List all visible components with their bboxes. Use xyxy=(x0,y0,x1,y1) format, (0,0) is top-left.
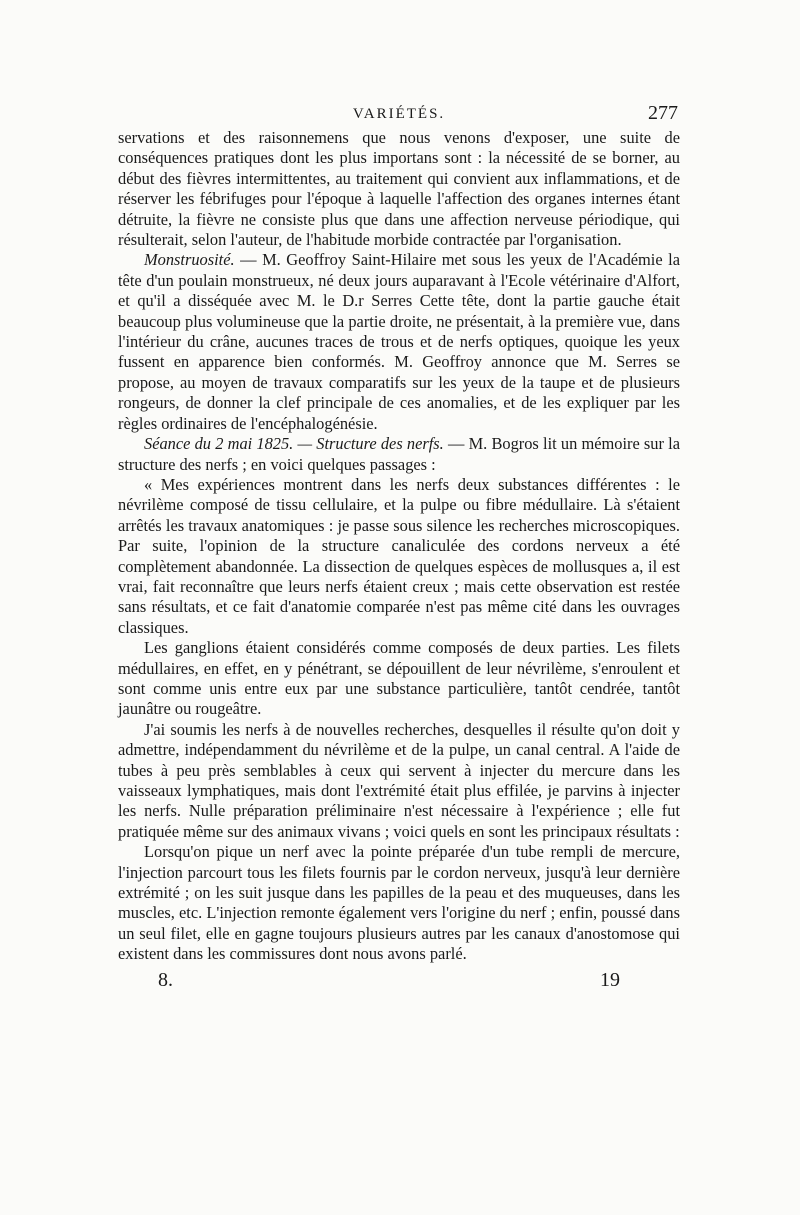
paragraph: Lorsqu'on pique un nerf avec la pointe préparée d'un tube rempli de mercure, l'injection parcourt tous les filets fournis par le cordon nerveux, jusqu'à leur dernière extrémité ; on les suit jusque dans les papilles de la peau et des muqueuses, dans les muscles, etc. L'injection remonte également vers l'origine du nerf ; enfin, poussé dans un seul filet, elle en gagne toujours plusieurs autres par les canaux d'anostomose qui existent dans les commissures dont nous avons parlé. xyxy=(118,842,680,964)
paragraph xyxy=(118,250,680,434)
running-head: VARIÉTÉS. xyxy=(352,106,446,122)
page-header xyxy=(118,102,680,128)
paragraph: « Mes expériences montrent dans les nerfs deux substances différentes : le névrilème composé de tissu cellulaire, et la pulpe ou fibre médullaire. Là s'étaient arrêtés les travaux anatomiques : je passe sous silence les recherches microscopiques. Par suite, l'opinion de la structure canaliculée des cordons nerveux a été complètement abandonnée. La dissection de quelques espèces de mollusques a, il est vrai, fait reconnaître que leurs nerfs étaient creux ; mais cette observation est restée sans résultats, et ce fait d'anatomie comparée n'est pas même cité dans les ouvrages classiques. xyxy=(118,474,680,637)
sheet-signature: 19 xyxy=(600,968,620,991)
paragraph: servations et des raisonnemens que nous venons d'exposer, une suite de conséquences pratiques dont les plus importans sont : la nécessité de se borner, au début des fièvres intermittentes, au traitement qui convient aux inflammations, et de réserver les fébrifuges pour l'époque à laquelle l'affection des organes internes étant détruite, la fièvre ne consiste plus que dans une affection nerveuse périodique, qui résulterait, selon l'auteur, de l'habitude morbide contractée par l'organisation. xyxy=(118,128,680,250)
paragraph xyxy=(118,434,680,475)
paragraph-text: — M. Bogros lit un mémoire sur la structure des nerfs ; en voici quelques passages : xyxy=(118,434,680,474)
paragraph: J'ai soumis les nerfs à de nouvelles recherches, desquelles il résulte qu'on doit y admettre, indépendamment du névrilème et de la pulpe, un canal central. A l'aide de tubes à peu près semblables à ceux qui servent à injecter du mercure dans les vaisseaux lymphatiques, mais dont l'extrémité était plus effilée, je parvins à injecter les nerfs. Nulle préparation préliminaire n'est nécessaire à l'expérience ; elle fut pratiquée même sur des animaux vivans ; voici quels en sont les principaux résultats : xyxy=(118,719,680,841)
page-number: 277 xyxy=(648,102,678,124)
text-block xyxy=(118,102,680,997)
body-text xyxy=(118,128,680,965)
section-title: Séance du 2 mai 1825. — Structure des nerfs. xyxy=(144,434,444,454)
paragraph: Les ganglions étaient considérés comme composés de deux parties. Les filets médullaires, en effet, en y pénétrant, se dépouillent de leur névrilème, s'enroulent et sont comme unis entre eux par une substance particulière, tantôt cendrée, tantôt jaunâtre ou rougeâtre. xyxy=(118,638,680,719)
paragraph-text: — M. Geoffroy Saint-Hilaire met sous les yeux de l'Académie la tête d'un poulain monstrueux, né deux jours auparavant à l'Ecole vétérinaire d'Alfort, et qu'il a disséquée avec M. le D.r Serres Cette tête, dont la partie gauche était beaucoup plus volumineuse que la partie droite, ne présentait, à la première vue, dans l'intérieur du crâne, aucunes traces de trous et de nerfs optiques, quoique les yeux fussent en apparence bien conformés. M. Geoffroy annonce que M. Serres se propose, au moyen de travaux comparatifs sur les yeux de la taupe et de plusieurs rongeurs, de donner la clef principale de ces anomalies, et de les expliquer par les règles ordinaires de l'encéphalogénésie. xyxy=(118,250,680,433)
section-title: Monstruosité. xyxy=(144,250,235,270)
page-footer xyxy=(118,967,680,997)
volume-mark: 8. xyxy=(158,968,173,991)
